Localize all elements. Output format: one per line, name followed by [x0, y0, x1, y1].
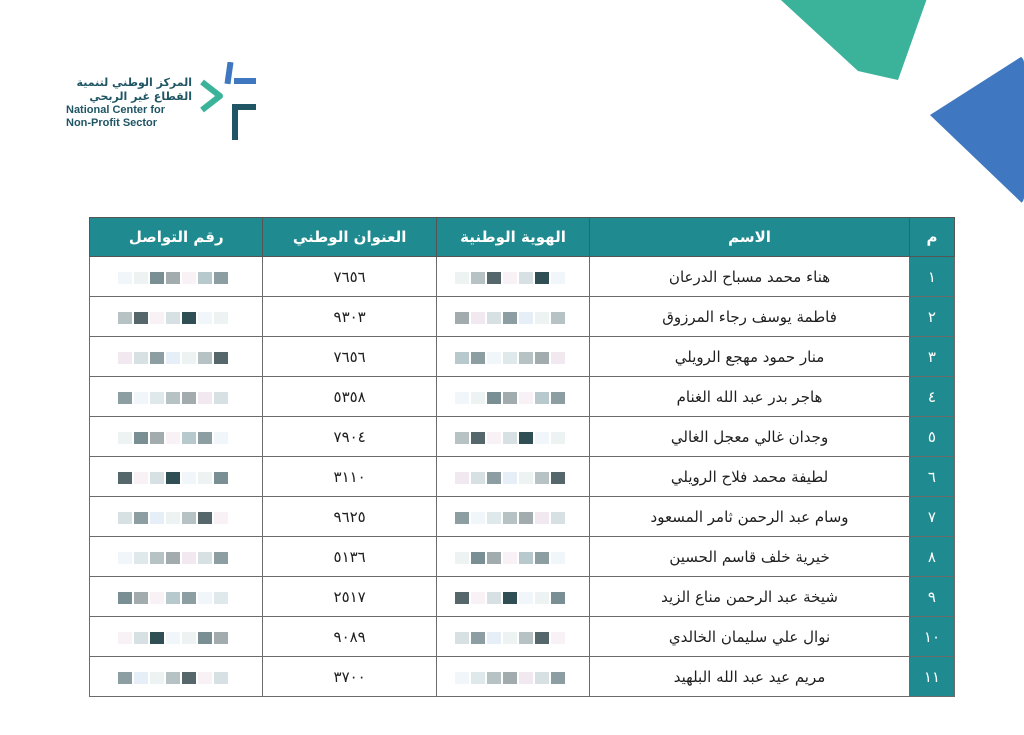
- header-num: م: [909, 218, 954, 257]
- table-row: [90, 257, 955, 297]
- row-name: لطيفة محمد فلاح الرويلي: [590, 457, 910, 497]
- row-national-address: ٩٦٢٥: [263, 497, 436, 537]
- redacted-value: [116, 549, 236, 565]
- row-phone: [90, 417, 263, 457]
- row-name: خيرية خلف قاسم الحسين: [590, 537, 910, 577]
- header-name: الاسم: [590, 218, 910, 257]
- redacted-value: [116, 309, 236, 325]
- row-national-id: [436, 457, 589, 497]
- row-number: ٧: [909, 497, 954, 537]
- ncnp-logo: [66, 62, 266, 142]
- redacted-value: [453, 389, 573, 405]
- row-national-id: [436, 577, 589, 617]
- row-number: ٤: [909, 377, 954, 417]
- row-phone: [90, 297, 263, 337]
- row-phone: [90, 337, 263, 377]
- redacted-value: [116, 669, 236, 685]
- redacted-value: [116, 509, 236, 525]
- redacted-value: [453, 509, 573, 525]
- row-national-id: [436, 297, 589, 337]
- table-row: [90, 617, 955, 657]
- row-national-address: ٣٧٠٠: [263, 657, 436, 697]
- redacted-value: [116, 469, 236, 485]
- decorative-blue-shape: [930, 55, 1024, 205]
- row-phone: [90, 657, 263, 697]
- row-name: وسام عبد الرحمن ثامر المسعود: [590, 497, 910, 537]
- redacted-value: [453, 549, 573, 565]
- row-national-id: [436, 537, 589, 577]
- header-national-address: العنوان الوطني: [263, 218, 436, 257]
- row-name: مريم عيد عبد الله البلهيد: [590, 657, 910, 697]
- logo-english-line-1: National Center for: [66, 104, 166, 116]
- table-row: [90, 657, 955, 697]
- row-number: ٨: [909, 537, 954, 577]
- row-phone: [90, 577, 263, 617]
- row-national-address: ٢٥١٧: [263, 577, 436, 617]
- redacted-value: [116, 589, 236, 605]
- row-national-id: [436, 257, 589, 297]
- row-national-id: [436, 617, 589, 657]
- table-row: [90, 457, 955, 497]
- logo-text: [66, 76, 192, 130]
- row-national-address: ٧٩٠٤: [263, 417, 436, 457]
- row-national-address: ٩٠٨٩: [263, 617, 436, 657]
- header-phone: رقم التواصل: [90, 218, 263, 257]
- redacted-value: [453, 429, 573, 445]
- logo-english-line-2: Non-Profit Sector: [66, 117, 158, 129]
- table-row: [90, 337, 955, 377]
- table-row: [90, 497, 955, 537]
- row-phone: [90, 257, 263, 297]
- row-name: منار حمود مهجع الرويلي: [590, 337, 910, 377]
- redacted-value: [116, 269, 236, 285]
- row-name: نوال علي سليمان الخالدي: [590, 617, 910, 657]
- beneficiaries-table: [89, 217, 955, 697]
- redacted-value: [453, 269, 573, 285]
- row-number: ١: [909, 257, 954, 297]
- row-number: ٢: [909, 297, 954, 337]
- row-number: ١١: [909, 657, 954, 697]
- row-name: وجدان غالي معجل الغالي: [590, 417, 910, 457]
- row-national-id: [436, 497, 589, 537]
- row-national-address: ٩٣٠٣: [263, 297, 436, 337]
- row-phone: [90, 457, 263, 497]
- redacted-value: [116, 349, 236, 365]
- redacted-value: [453, 309, 573, 325]
- row-number: ٣: [909, 337, 954, 377]
- redacted-value: [453, 629, 573, 645]
- row-number: ٩: [909, 577, 954, 617]
- redacted-value: [453, 669, 573, 685]
- redacted-value: [116, 629, 236, 645]
- table-row: [90, 297, 955, 337]
- row-national-address: ٥١٣٦: [263, 537, 436, 577]
- row-national-address: ٥٣٥٨: [263, 377, 436, 417]
- row-national-id: [436, 657, 589, 697]
- logo-arabic-line-2: القطاع غير الربحي: [89, 90, 192, 103]
- row-name: هناء محمد مسباح الدرعان: [590, 257, 910, 297]
- logo-mark-icon: [196, 62, 266, 142]
- table-row: [90, 577, 955, 617]
- redacted-value: [453, 349, 573, 365]
- row-number: ٥: [909, 417, 954, 457]
- row-number: ١٠: [909, 617, 954, 657]
- row-name: شيخة عبد الرحمن مناع الزيد: [590, 577, 910, 617]
- header-national-id: الهوية الوطنية: [436, 218, 589, 257]
- row-phone: [90, 537, 263, 577]
- decorative-green-shape: [770, 0, 930, 80]
- row-number: ٦: [909, 457, 954, 497]
- redacted-value: [453, 589, 573, 605]
- row-name: فاطمة يوسف رجاء المرزوق: [590, 297, 910, 337]
- table-header-row: [90, 218, 955, 257]
- row-phone: [90, 617, 263, 657]
- row-national-id: [436, 417, 589, 457]
- logo-arabic-line-1: المركز الوطني لتنمية: [76, 76, 192, 89]
- row-national-id: [436, 337, 589, 377]
- redacted-value: [453, 469, 573, 485]
- redacted-value: [116, 389, 236, 405]
- table-row: [90, 377, 955, 417]
- redacted-value: [116, 429, 236, 445]
- row-name: هاجر بدر عبد الله الغنام: [590, 377, 910, 417]
- row-national-address: ٧٦٥٦: [263, 337, 436, 377]
- table-row: [90, 537, 955, 577]
- row-national-address: ٣١١٠: [263, 457, 436, 497]
- row-national-id: [436, 377, 589, 417]
- row-phone: [90, 377, 263, 417]
- row-national-address: ٧٦٥٦: [263, 257, 436, 297]
- row-phone: [90, 497, 263, 537]
- table-row: [90, 417, 955, 457]
